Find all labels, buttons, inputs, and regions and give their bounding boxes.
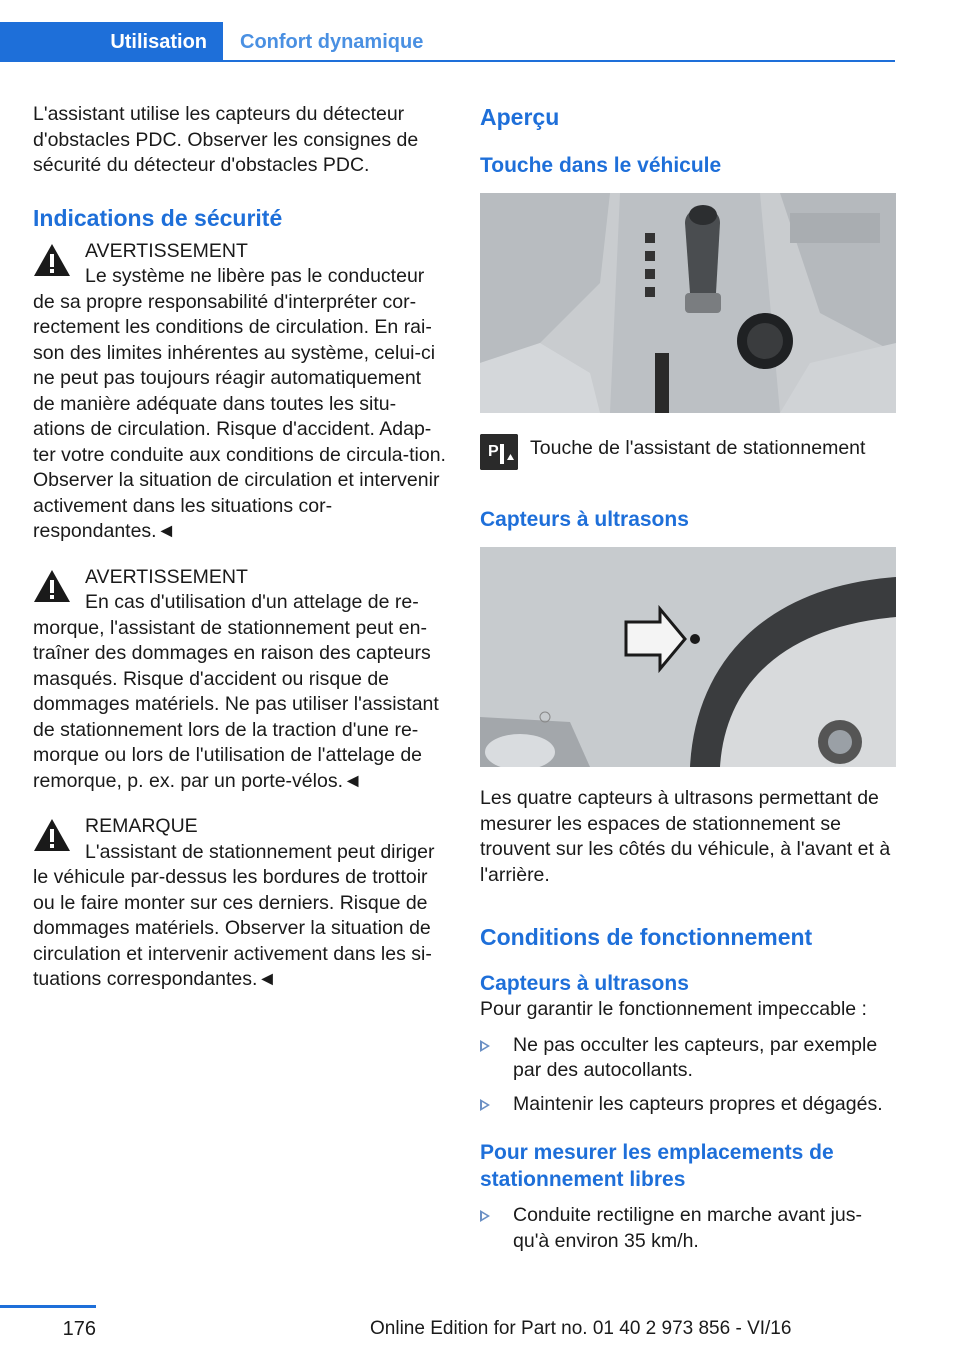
button-heading: Touche dans le véhicule <box>480 154 722 177</box>
measure-list <box>480 1203 896 1254</box>
list-item: Ne pas occulter les capteurs, par exemple par des autocollants. <box>480 1033 896 1084</box>
svg-text:P: P <box>488 443 499 460</box>
safety-heading: Indications de sécurité <box>33 204 283 231</box>
page-number: 176 <box>62 1318 96 1340</box>
list-item: Conduite rectiligne en marche avant jus-qu'à environ 35 km/h. <box>480 1203 896 1254</box>
sensors-photo <box>480 547 896 767</box>
warning-first-line: Le système ne libère pas le conducteur <box>85 265 425 287</box>
cond-list <box>480 1033 896 1118</box>
intro-paragraph: L'assistant utilise les capteurs du détecteur d'obstacles PDC. Observer les consignes de sécurité du détecteur d'obstacles PDC. <box>33 103 419 176</box>
button-caption-row <box>480 436 896 470</box>
warning-label: AVERTISSEMENT <box>85 239 248 262</box>
button-caption: Touche de l'assistant de stationnement <box>530 437 866 459</box>
header-rule <box>0 60 895 62</box>
tab-utilisation[interactable]: Utilisation <box>0 22 223 62</box>
overview-heading: Aperçu <box>480 104 560 130</box>
notice-text: le véhicule par-dessus les bordures de trottoir ou le faire monter sur ces derniers. Risque de dommages matériels. Observer la situation de circulation et intervenir activement dans les si-tuations correspondantes.◄ <box>33 866 432 990</box>
console-photo <box>480 193 896 413</box>
tab-confort-dynamique[interactable]: Confort dynamique <box>240 30 424 53</box>
footer-rule <box>0 1305 96 1308</box>
edition-text: Online Edition for Part no. 01 40 2 973 856 - VI/16 <box>370 1318 792 1339</box>
warning-label: AVERTISSEMENT <box>85 565 248 588</box>
bullet-triangle-icon <box>480 1210 490 1222</box>
left-column <box>33 102 448 993</box>
sensors-heading: Capteurs à ultrasons <box>480 508 689 531</box>
measure-heading: Pour mesurer les emplacements de stationnement libres <box>480 1141 834 1191</box>
notice-label: REMARQUE <box>85 815 198 837</box>
warning-block-1 <box>33 239 448 545</box>
warning-triangle-icon <box>33 243 71 277</box>
notice-block <box>33 814 448 993</box>
parking-assistant-button-icon <box>480 434 518 470</box>
page-header <box>0 0 895 62</box>
warning-triangle-icon <box>33 569 71 603</box>
warning-first-line: En cas d'utilisation d'un attelage de re- <box>85 591 419 613</box>
bullet-triangle-icon <box>480 1040 490 1052</box>
warning-text: morque, l'assistant de stationnement peut en-traîner des dommages en raison des capteurs masqués. Risque d'accident ou risque de dommages matériels. Ne pas utiliser l'assistant de stationnement lors de la traction d'une re-morque ou lors de l'utilisation de l'attelage de remorque, p. ex. par un porte-vélos.◄ <box>33 616 439 792</box>
list-item: Maintenir les capteurs propres et dégagés. <box>480 1092 896 1118</box>
sensors-text: Les quatre capteurs à ultrasons permettant de mesurer les espaces de stationnement se trouvent sur les côtés du véhicule, à l'avant et à l'arrière. <box>480 787 891 886</box>
conditions-heading: Conditions de fonctionnement <box>480 924 813 950</box>
warning-block-2 <box>33 565 448 795</box>
cond-intro: Pour garantir le fonctionnement impeccable : <box>480 998 867 1020</box>
cond-sensors-heading: Capteurs à ultrasons <box>480 972 689 995</box>
notice-first-line: L'assistant de stationnement peut diriger <box>85 840 435 863</box>
right-column <box>480 102 896 1254</box>
bullet-triangle-icon <box>480 1099 490 1111</box>
warning-triangle-icon <box>33 818 71 852</box>
warning-text: de sa propre responsabilité d'interpréter cor-rectement les conditions de circulation. En rai-son des limites inhérentes au système, celui-ci ne peut pas toujours réagir automatiquement de manière adéquate dans toutes les situ-ations de circulation. Risque d'accident. Adap-ter votre conduite aux conditions de circula-tion. Observer la situation de circulation et intervenir activement dans les situations cor-respondantes.◄ <box>33 290 446 542</box>
